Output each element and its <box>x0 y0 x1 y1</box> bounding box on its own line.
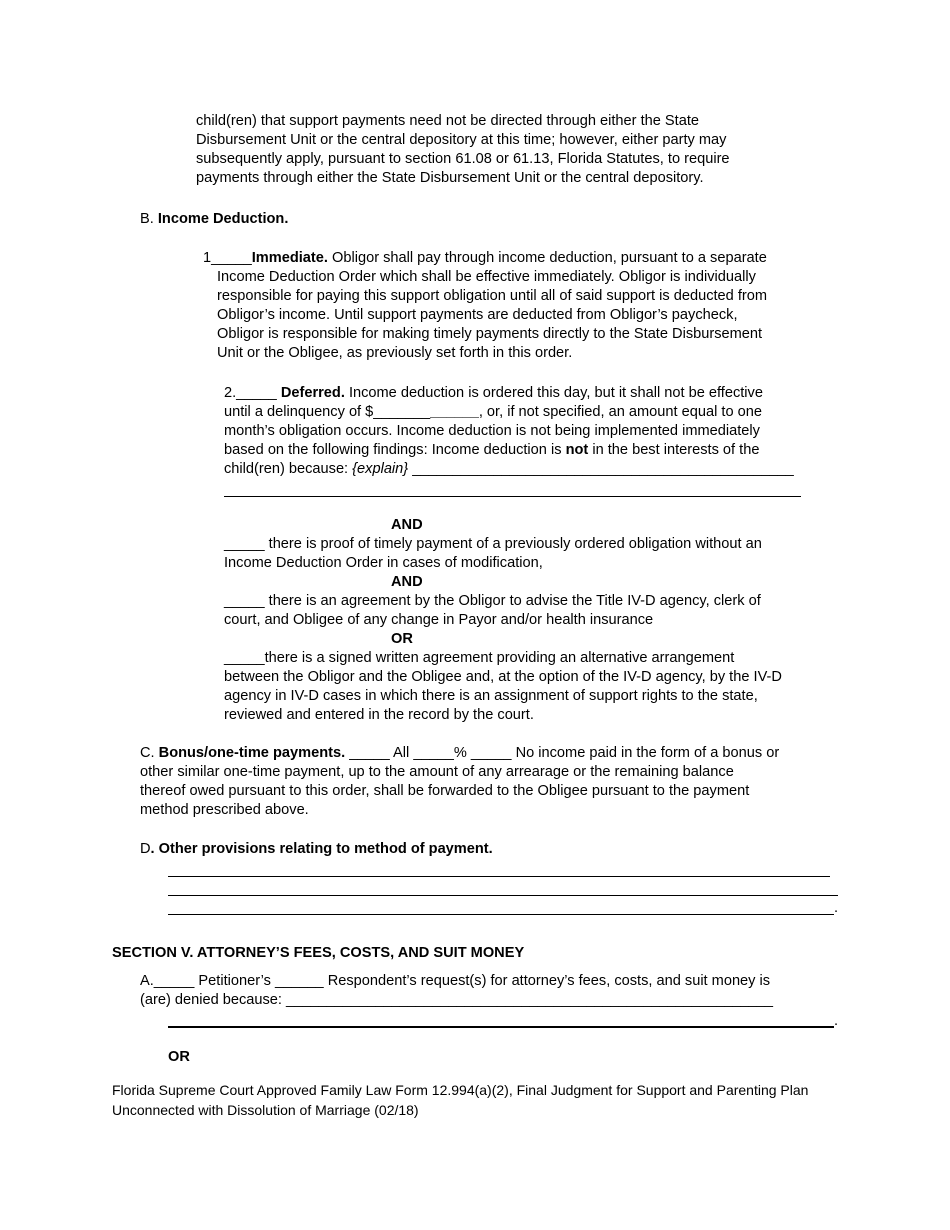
form-footer <box>112 1080 852 1120</box>
immediate-line: Obligor is responsible for making timely payments directly to the State Disbursement <box>217 326 763 342</box>
condition-written-agreement <box>224 649 844 725</box>
section-c-line: method prescribed above. <box>140 802 309 818</box>
condition-line: Income Deduction Order in cases of modification, <box>224 555 543 571</box>
deferred-text: , or, if not specified, an amount equal to one <box>478 404 762 420</box>
deferred-first-line <box>224 384 844 403</box>
other-provisions-line-1[interactable] <box>168 876 830 877</box>
immediate-line: responsible for paying this support obligation until all of said support is deducted from <box>217 288 768 304</box>
explain-field[interactable]: _______________________________________________ <box>408 461 794 477</box>
bonus-options[interactable]: _____ All _____% _____ No income paid in the form of a bonus or <box>345 745 780 761</box>
section-b-heading <box>140 210 288 229</box>
immediate-text: Obligor shall pay through income deduction, pursuant to a separate <box>327 250 767 266</box>
immediate-line: Unit or the Obligee, as previously set forth in this order. <box>217 345 573 361</box>
other-provisions-line-3[interactable] <box>168 914 834 915</box>
immediate-label: Immediate. <box>251 250 328 266</box>
condition-proof-of-payment <box>224 535 844 573</box>
fees-request-line[interactable]: A._____ Petitioner’s ______ Respondent’s request(s) for attorney’s fees, costs, and suit money is <box>140 973 771 989</box>
section-b-letter: B. <box>140 211 154 227</box>
not-emphasis: not <box>565 442 589 458</box>
intro-line: child(ren) that support payments need not be directed through either the State <box>196 113 699 129</box>
condition-line: court, and Obligee of any change in Payor and/or health insurance <box>224 612 654 628</box>
condition-agreement-to-advise <box>224 592 844 630</box>
and-connector: AND <box>391 574 423 590</box>
deferred-line: month’s obligation occurs. Income deduction is not being implemented immediately <box>224 423 760 439</box>
deferred-line <box>224 441 844 460</box>
denied-reason-line[interactable] <box>168 1026 834 1028</box>
section-b-title: Income Deduction. <box>157 211 289 227</box>
section-v-a <box>140 972 840 1010</box>
period: . <box>834 900 839 916</box>
item-deferred <box>224 384 844 479</box>
footer-line: Unconnected with Dissolution of Marriage (02/18) <box>112 1102 419 1118</box>
condition-line: agency in IV-D cases in which there is an assignment of support rights to the state, <box>224 688 758 704</box>
section-c-letter: C. <box>140 745 155 761</box>
condition-line[interactable]: _____ there is an agreement by the Obligor to advise the Title IV-D agency, clerk of <box>224 593 761 609</box>
or-connector: OR <box>168 1049 190 1065</box>
deferred-text: based on the following findings: Income deduction is <box>224 442 566 458</box>
section-c-title: Bonus/one-time payments. <box>154 745 346 761</box>
section-c-line: other similar one-time payment, up to the amount of any arrearage or the remaining balance <box>140 764 734 780</box>
deferred-text: Income deduction is ordered this day, but it shall not be effective <box>344 385 763 401</box>
section-c <box>140 744 840 820</box>
section-d-letter: D <box>140 841 151 857</box>
explain-hint: {explain} <box>352 461 409 477</box>
explain-continuation-line[interactable] <box>224 496 801 497</box>
immediate-first-line <box>203 249 843 268</box>
or-connector: OR <box>391 631 413 647</box>
delinquency-amount-underline: ______ <box>430 404 479 420</box>
footer-line: Florida Supreme Court Approved Family Law Form 12.994(a)(2), Final Judgment for Support and Parenting Plan <box>112 1082 809 1098</box>
deferred-text: in the best interests of the <box>588 442 760 458</box>
section-d-heading <box>140 840 493 859</box>
and-connector: AND <box>391 517 423 533</box>
intro-line: Disbursement Unit or the central depository at this time; however, either party may <box>196 132 727 148</box>
delinquency-amount-field[interactable]: until a delinquency of $_______ <box>224 404 431 420</box>
intro-line: payments through either the State Disbursement Unit or the central depository. <box>196 170 704 186</box>
section-c-first-line <box>140 744 840 763</box>
intro-paragraph <box>196 112 836 188</box>
immediate-line: Income Deduction Order which shall be effective immediately. Obligor is individually <box>217 269 756 285</box>
denied-because-line[interactable]: (are) denied because: ____________________________________________________________ <box>140 992 774 1008</box>
section-d-title: . Other provisions relating to method of payment. <box>150 841 493 857</box>
condition-line: reviewed and entered in the record by the court. <box>224 707 534 723</box>
intro-line: subsequently apply, pursuant to section 61.08 or 61.13, Florida Statutes, to require <box>196 151 730 167</box>
deferred-text: child(ren) because: <box>224 461 353 477</box>
deferred-label: Deferred. <box>280 385 345 401</box>
condition-line[interactable]: _____ there is proof of timely payment of a previously ordered obligation without an <box>224 536 762 552</box>
deferred-line <box>224 460 844 479</box>
condition-line[interactable]: _____there is a signed written agreement providing an alternative arrangement <box>224 650 735 666</box>
period: . <box>834 1013 839 1029</box>
other-provisions-line-2[interactable] <box>168 895 838 896</box>
deferred-line <box>224 403 844 422</box>
item-immediate <box>203 249 843 363</box>
section-v-heading: SECTION V. ATTORNEY’S FEES, COSTS, AND SUIT MONEY <box>112 945 525 961</box>
deferred-blank[interactable]: 2._____ <box>224 385 281 401</box>
section-c-line: thereof owed pursuant to this order, shall be forwarded to the Obligee pursuant to the payment <box>140 783 750 799</box>
immediate-line: Obligor’s income. Until support payments are deducted from Obligor’s paycheck, <box>217 307 738 323</box>
condition-line: between the Obligor and the Obligee and, at the option of the IV-D agency, by the IV-D <box>224 669 782 685</box>
immediate-blank[interactable]: 1_____ <box>203 250 252 266</box>
